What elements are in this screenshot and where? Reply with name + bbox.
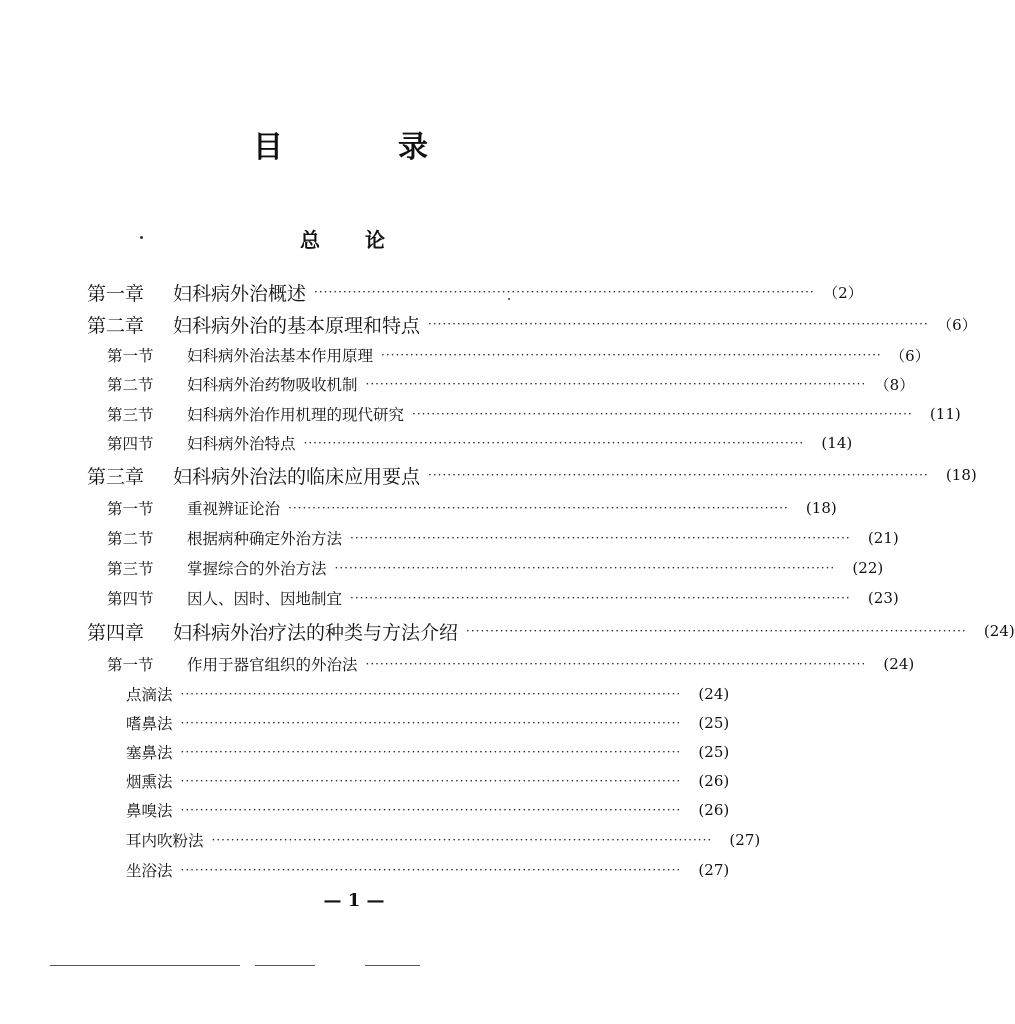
toc-chapter[interactable] (0, 460, 977, 490)
dot-leader: ········································································································ (334, 561, 836, 575)
toc-page: (21) (867, 529, 899, 547)
toc-section[interactable] (0, 494, 837, 522)
dot-leader: ········································································································ (466, 624, 967, 638)
toc-page: (23) (867, 589, 899, 607)
toc-label: 第四章 (87, 621, 145, 644)
toc-page: (11) (929, 405, 961, 423)
page-number-text: — 1 — (323, 890, 385, 911)
toc-page: （2） (823, 283, 863, 302)
toc-page: (27) (698, 861, 730, 879)
dot-leader: ········································································································ (428, 317, 929, 331)
toc-title-text: 重视辨证论治 (187, 500, 281, 518)
toc-label: 坐浴法 (126, 862, 173, 880)
toc-section[interactable] (0, 554, 884, 582)
toc-title-text: 妇科病外治的基本原理和特点 (173, 314, 421, 337)
toc-chapter[interactable] (0, 277, 863, 307)
toc-title-text: 妇科病外治疗法的种类与方法介绍 (173, 621, 459, 644)
toc-page: (14) (821, 434, 853, 452)
page-number (0, 890, 688, 911)
toc-label: 第一章 (87, 282, 145, 305)
toc-label: 烟熏法 (126, 773, 173, 791)
toc-label: 鼻嗅法 (126, 802, 173, 820)
toc-title-text: 妇科病外治法基本作用原理 (187, 347, 374, 365)
dot-leader: ········································································································ (180, 803, 682, 817)
toc-title-text: 作用于器官组织的外治法 (187, 656, 358, 674)
toc-title-text: 妇科病外治特点 (187, 435, 296, 453)
toc-page: (24) (883, 655, 915, 673)
toc-method[interactable] (0, 680, 730, 708)
toc-page: （6） (937, 315, 977, 334)
toc-label: 第四节 (107, 590, 154, 608)
dot-leader: ········································································································ (180, 774, 682, 788)
toc-section[interactable] (0, 524, 899, 552)
toc-label: 嗜鼻法 (126, 715, 173, 733)
dot-leader: ········································································································ (365, 377, 867, 391)
toc-label: 第一节 (107, 347, 154, 365)
toc-label: 第三节 (107, 560, 154, 578)
toc-method[interactable] (0, 738, 730, 766)
toc-title-text: 妇科病外治法的临床应用要点 (173, 465, 421, 488)
toc-title-text: 妇科病外治药物吸收机制 (187, 376, 358, 394)
dot-leader: ········································································································ (303, 436, 805, 450)
dot-leader: ········································································································ (180, 716, 682, 730)
title-char-2: 录 (398, 130, 428, 165)
scan-artifact-line (365, 965, 420, 966)
toc-page: (25) (698, 714, 730, 732)
toc-method[interactable] (0, 796, 730, 824)
toc-label: 第二节 (107, 530, 154, 548)
title-char-1: 目 (253, 130, 283, 165)
section-char-1: 总 (300, 228, 320, 252)
toc-label: 点滴法 (126, 686, 173, 704)
toc-title-text: 因人、因时、因地制宜 (187, 590, 343, 608)
toc-chapter[interactable] (0, 616, 1015, 646)
toc-chapter[interactable] (0, 309, 977, 339)
dot-leader: ········································································································ (180, 687, 682, 701)
toc-label: 耳内吹粉法 (126, 832, 204, 850)
toc-label: 塞鼻法 (126, 744, 173, 762)
toc-label: 第一节 (107, 656, 154, 674)
toc-section[interactable] (0, 370, 915, 398)
toc-label: 第三节 (107, 406, 154, 424)
toc-section[interactable] (0, 429, 853, 457)
toc-title-text: 根据病种确定外治方法 (187, 530, 343, 548)
toc-page: （8） (874, 375, 915, 394)
scan-artifact-line (255, 965, 315, 966)
toc-label: 第三章 (87, 465, 145, 488)
toc-title (0, 128, 688, 168)
dot-leader: ········································································································ (211, 833, 713, 847)
toc-section[interactable] (0, 341, 930, 369)
section-header (0, 224, 688, 256)
dot-leader: ········································································································ (365, 657, 867, 671)
dot-leader: ········································································································ (350, 591, 851, 605)
toc-page: (24) (983, 622, 1015, 640)
toc-page: (22) (852, 559, 884, 577)
toc-section[interactable] (0, 400, 961, 428)
scan-artifact-line (50, 965, 240, 966)
toc-title-text: 妇科病外治作用机理的现代研究 (187, 406, 405, 424)
section-char-2: 论 (365, 228, 385, 252)
toc-method[interactable] (0, 767, 730, 795)
toc-page: (18) (805, 499, 837, 517)
toc-page: (25) (698, 743, 730, 761)
dot-leader: ········································································································ (180, 745, 682, 759)
toc-section[interactable] (0, 584, 899, 612)
dot-leader: ········································································································ (350, 531, 851, 545)
dot-leader: ········································································································ (412, 407, 913, 421)
toc-label: 第二章 (87, 314, 145, 337)
toc-page: (18) (945, 466, 977, 484)
toc-method[interactable] (0, 826, 761, 854)
dot-leader: ········································································································ (314, 285, 815, 299)
toc-page: (27) (729, 831, 761, 849)
toc-page: (26) (698, 772, 730, 790)
dot-leader: ········································································································ (288, 501, 789, 515)
toc-label: 第四节 (107, 435, 154, 453)
toc-label: 第二节 (107, 376, 154, 394)
toc-section[interactable] (0, 650, 915, 678)
dot-leader: ········································································································ (381, 348, 882, 362)
toc-page: (26) (698, 801, 730, 819)
toc-method[interactable] (0, 709, 730, 737)
dot-leader: ········································································································ (180, 863, 682, 877)
toc-label: 第一节 (107, 500, 154, 518)
toc-page: （6） (890, 346, 930, 365)
dot-leader: ········································································································ (428, 468, 929, 482)
toc-title-text: 妇科病外治概述 (173, 282, 307, 305)
toc-method[interactable] (0, 856, 730, 884)
toc-title-text: 掌握综合的外治方法 (187, 560, 327, 578)
toc-page: (24) (698, 685, 730, 703)
